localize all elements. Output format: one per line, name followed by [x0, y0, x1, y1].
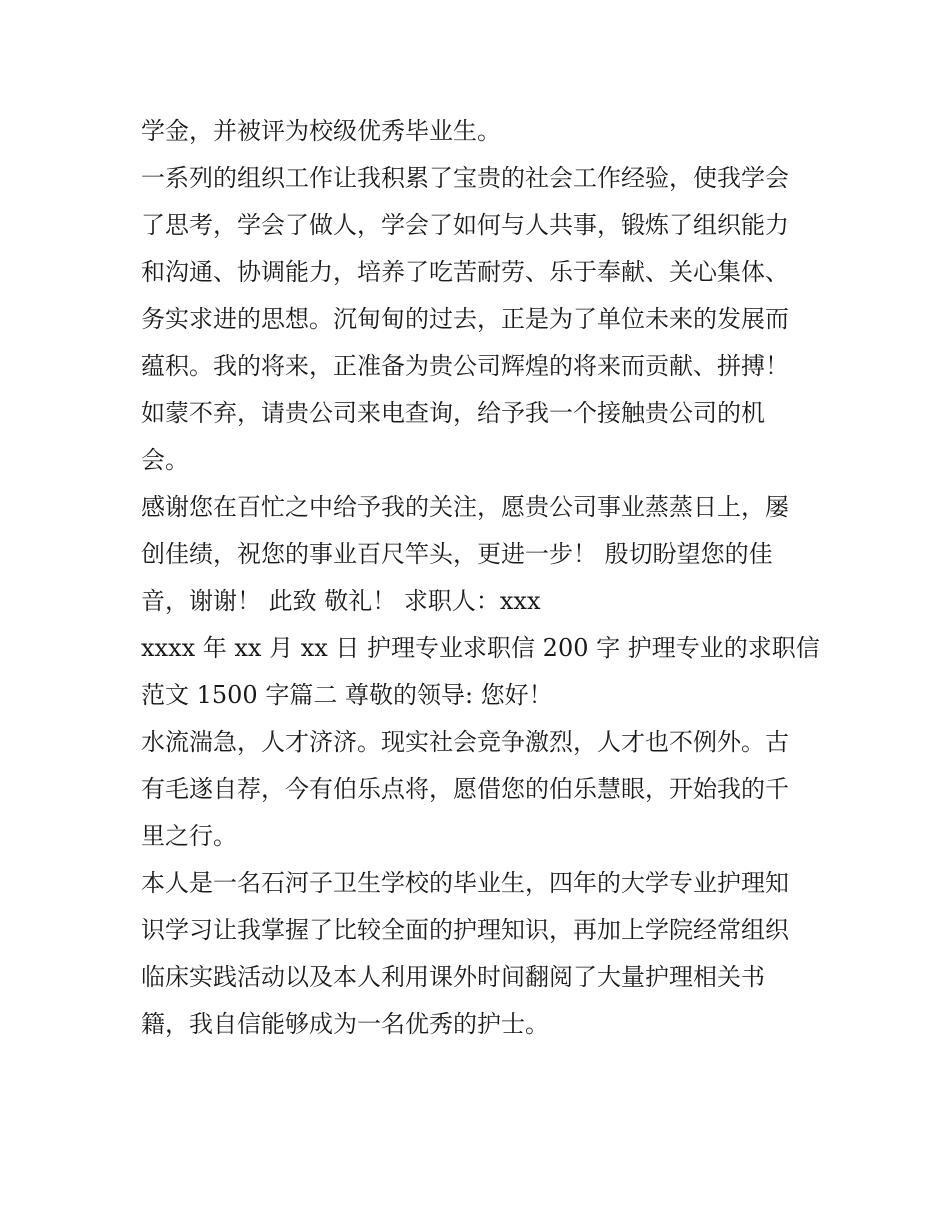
text-line: xxxx 年 xx 月 xx 日 护理专业求职信 200 字 护理专业的求职信: [141, 634, 820, 662]
text-line: 感谢您在百忙之中给予我的关注，愿贵公司事业蒸蒸日上，屡: [141, 493, 789, 521]
text-line: 务实求进的思想。沉甸甸的过去，正是为了单位未来的发展而: [141, 305, 789, 333]
text-line: 会。: [141, 446, 189, 474]
document-body: [141, 108, 821, 1048]
text-line: 水流湍急，人才济济。现实社会竞争激烈，人才也不例外。古: [141, 728, 789, 756]
text-line: 识学习让我掌握了比较全面的护理知识，再加上学院经常组织: [141, 916, 789, 944]
text-line: 临床实践活动以及本人利用课外时间翻阅了大量护理相关书: [141, 963, 765, 991]
text-line: 一系列的组织工作让我积累了宝贵的社会工作经验，使我学会: [141, 164, 789, 192]
text-line: 蕴积。我的将来，正准备为贵公司辉煌的将来而贡献、拼搏！: [141, 352, 789, 380]
text-line: 有毛遂自荐，今有伯乐点将，愿借您的伯乐慧眼，开始我的千: [141, 775, 789, 803]
text-line: 和沟通、协调能力，培养了吃苦耐劳、乐于奉献、关心集体、: [141, 258, 789, 286]
text-line: 本人是一名石河子卫生学校的毕业生，四年的大学专业护理知: [141, 869, 789, 897]
text-line: 如蒙不弃，请贵公司来电查询，给予我一个接触贵公司的机: [141, 399, 765, 427]
text-line: 创佳绩，祝您的事业百尺竿头，更进一步！ 殷切盼望您的佳: [141, 540, 773, 568]
text-line: 学金，并被评为校级优秀毕业生。: [141, 117, 501, 145]
text-line: 籍，我自信能够成为一名优秀的护士。: [141, 1010, 549, 1038]
text-line: 了思考，学会了做人，学会了如何与人共事，锻炼了组织能力: [141, 211, 789, 239]
text-line: 里之行。: [141, 822, 237, 850]
text-line: 音，谢谢！ 此致 敬礼！ 求职人：xxx: [141, 587, 541, 615]
text-line: 范文 1500 字篇二 尊敬的领导: 您好！: [141, 681, 553, 709]
